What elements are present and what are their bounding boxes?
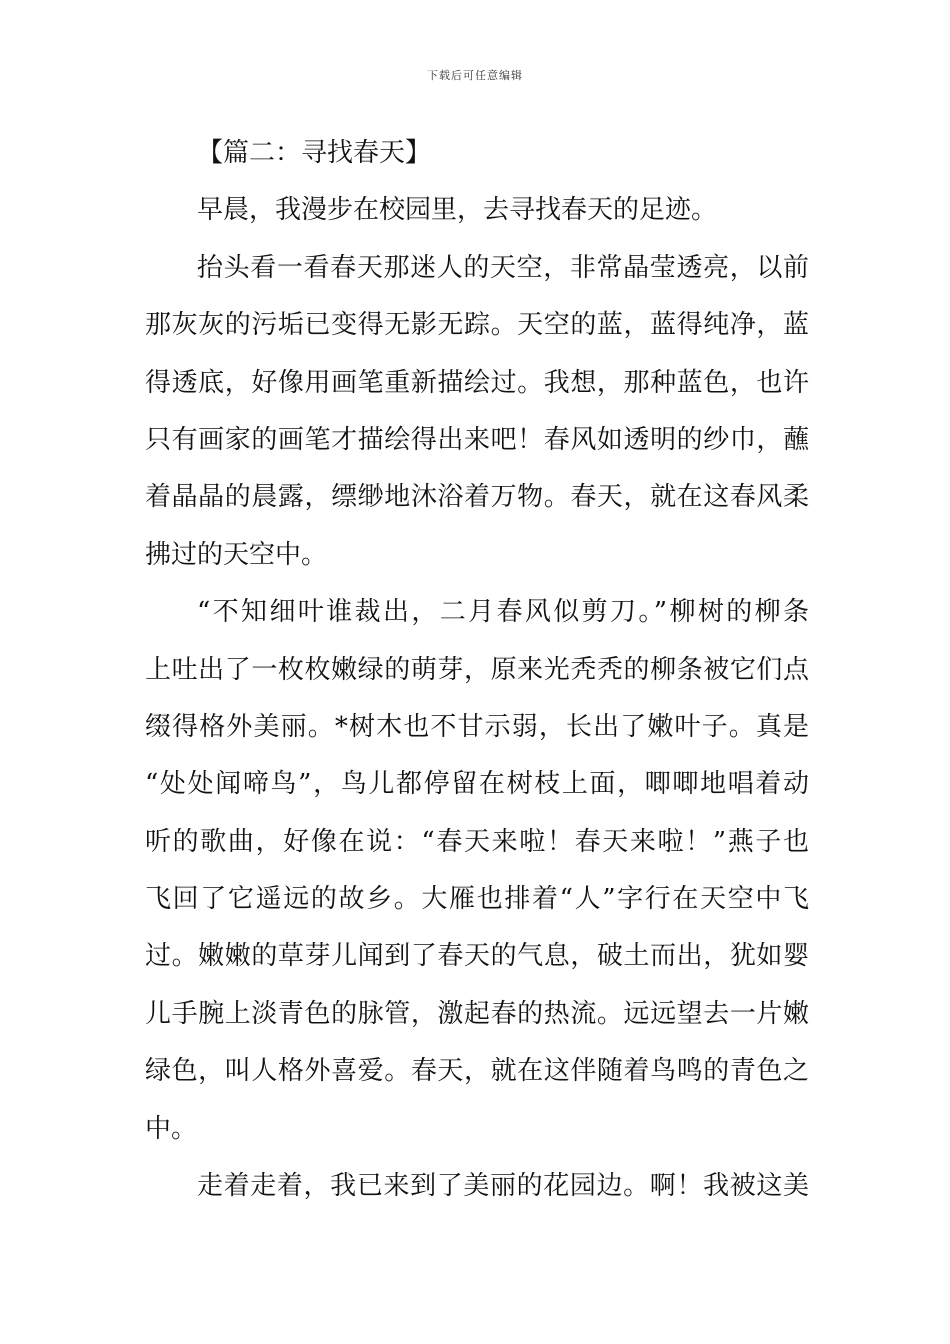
paragraph-line: 儿手腕上淡青色的脉管，激起春的热流。远远望去一片嫩	[145, 998, 809, 1029]
paragraph-line: 绿色，叫人格外喜爱。春天，就在这伴随着鸟鸣的青色之	[145, 1056, 809, 1087]
paragraph-line: 那灰灰的污垢已变得无影无踪。天空的蓝，蓝得纯净，蓝	[145, 310, 809, 341]
paragraph-line: 拂过的天空中。	[145, 539, 328, 570]
article-title: 【篇二：寻找春天】	[197, 138, 432, 168]
paragraph-line: 缀得格外美丽。*树木也不甘示弱，长出了嫩叶子。真是	[145, 711, 809, 742]
paragraph-line: 只有画家的画笔才描绘得出来吧！春风如透明的纱巾，蘸	[145, 424, 809, 455]
paragraph-line: 得透底，好像用画笔重新描绘过。我想，那种蓝色，也许	[145, 367, 809, 398]
paragraph-line: 过。嫩嫩的草芽儿闻到了春天的气息，破土而出，犹如婴	[145, 941, 809, 972]
paragraph-line: 抬头看一看春天那迷人的天空，非常晶莹透亮，以前	[197, 252, 809, 283]
paragraph-line: “处处闻啼鸟”，鸟儿都停留在树枝上面，唧唧地唱着动	[145, 769, 809, 800]
paragraph-line: “不知细叶谁裁出，二月春风似剪刀。”柳树的柳条	[197, 597, 809, 628]
paragraph-line: 着晶晶的晨露，缥缈地沐浴着万物。春天，就在这春风柔	[145, 482, 809, 513]
paragraph-line: 听的歌曲，好像在说：“春天来啦！春天来啦！”燕子也	[145, 826, 809, 857]
paragraph-line: 早晨，我漫步在校园里，去寻找春天的足迹。	[197, 195, 718, 226]
paragraph-line: 走着走着，我已来到了美丽的花园边。啊！我被这美	[197, 1171, 809, 1202]
paragraph-line: 上吐出了一枚枚嫩绿的萌芽，原来光秃秃的柳条被它们点	[145, 654, 809, 685]
paragraph-line: 飞回了它遥远的故乡。大雁也排着“人”字行在天空中飞	[145, 884, 809, 915]
header-note: 下载后可任意编辑	[427, 69, 523, 82]
article-body	[145, 125, 809, 1215]
paragraph-line: 中。	[145, 1113, 198, 1144]
